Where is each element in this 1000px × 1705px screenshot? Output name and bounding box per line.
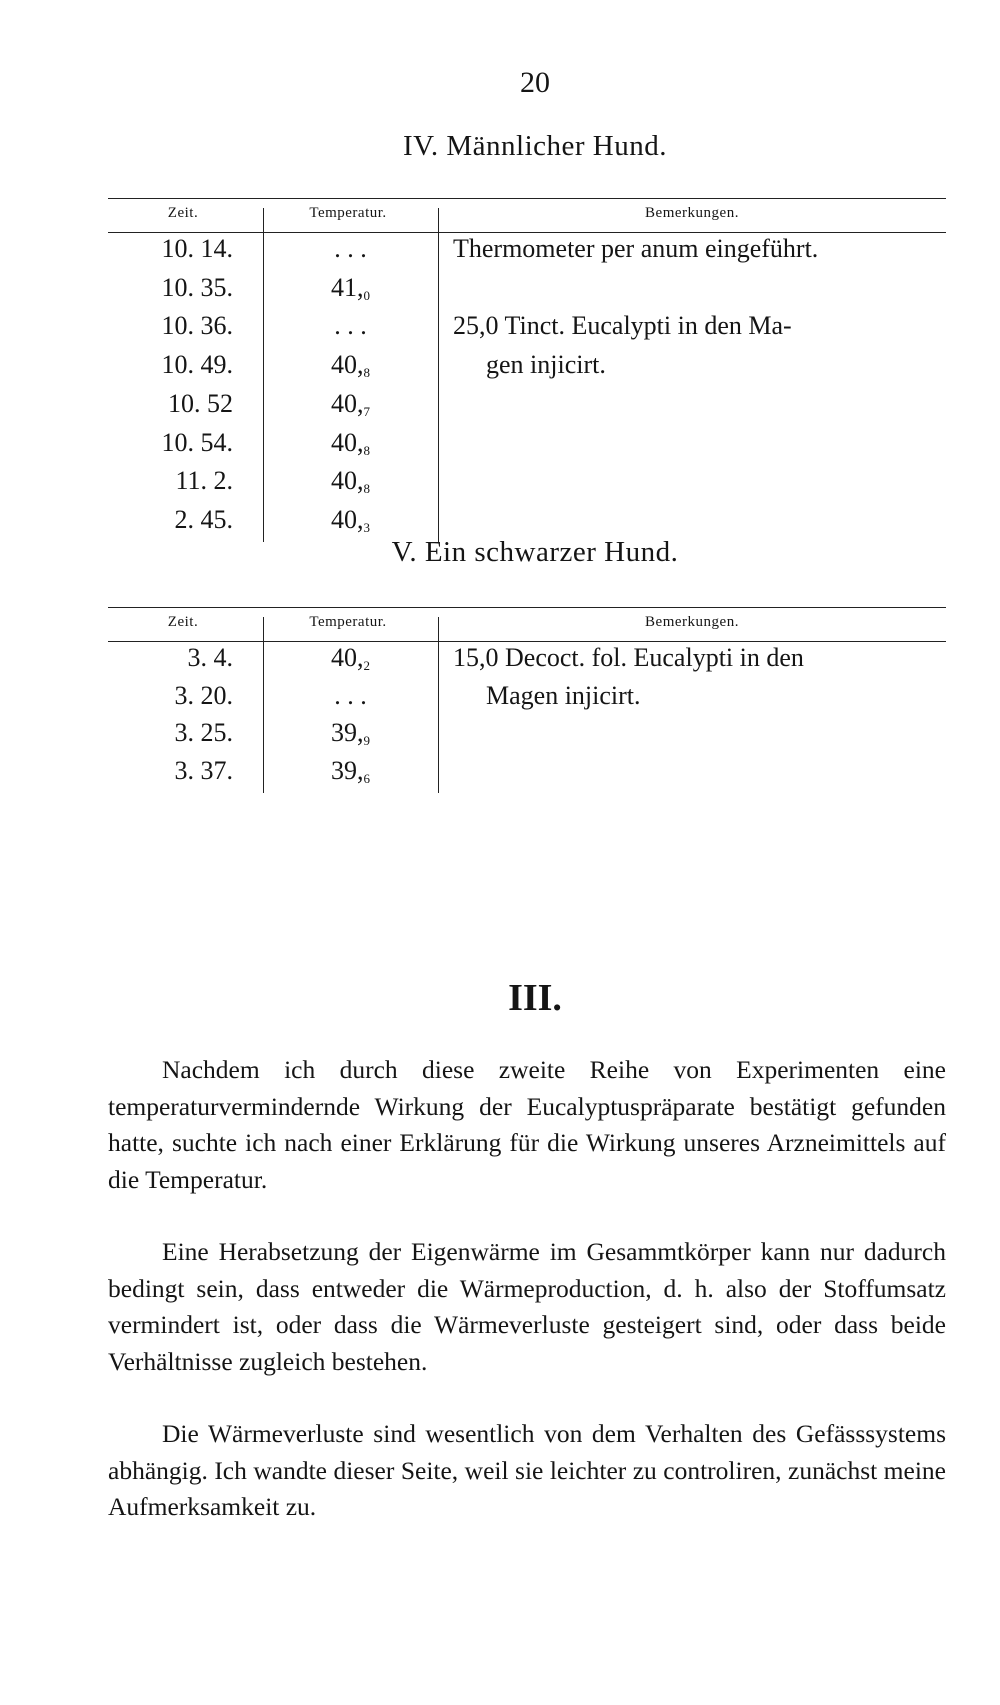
time-cell: 11. 2. <box>175 466 233 496</box>
time-cell: 10. 54. <box>161 427 233 457</box>
table-top-rule <box>108 198 946 199</box>
header-remarks: Bemerkungen. <box>645 614 739 630</box>
time-cell: 10. 36. <box>161 311 233 341</box>
table-v <box>108 607 946 837</box>
temperature-cell <box>268 716 433 758</box>
paragraph-1 <box>108 1052 946 1198</box>
column-divider <box>438 617 439 793</box>
temperature-decimal: 3 <box>363 519 370 535</box>
column-divider <box>263 208 264 542</box>
paragraph-3-text: Die Wärmeverluste sind wesentlich von dem Verhalten des Gefässsystems abhängig. Ich wandte dieser Seite, weil sie leichter zu controliren, zunächst meine Aufmerksamkeit zu. <box>108 1419 946 1521</box>
temperature-cell <box>268 464 433 506</box>
time-cell: 10. 14. <box>161 234 233 263</box>
temperature-cell <box>268 754 433 796</box>
header-temperature: Temperatur. <box>309 614 387 630</box>
temperature-decimal: 8 <box>363 481 370 497</box>
temperature-decimal: 8 <box>363 442 370 458</box>
remark-cell: 25,0 Tinct. Eucalypti in den Ma- <box>453 311 792 341</box>
header-time: Zeit. <box>167 205 199 221</box>
temperature-cell <box>268 348 433 390</box>
temperature-value: . . . <box>334 680 367 710</box>
time-cell: 3. 4. <box>187 643 233 672</box>
temperature-value: 39, <box>331 718 364 747</box>
table-top-rule <box>108 607 946 608</box>
temperature-decimal: 6 <box>363 770 370 786</box>
time-cell: 3. 37. <box>174 755 233 785</box>
temperature-value: 40, <box>331 388 364 418</box>
temperature-cell <box>268 271 433 313</box>
time-cell: 3. 25. <box>174 718 233 747</box>
temperature-value: . . . <box>334 234 367 263</box>
remark-cell: gen injicirt. <box>486 350 606 380</box>
temperature-cell <box>268 309 433 343</box>
paragraph-2-text: Eine Herabsetzung der Eigenwärme im Gesammtkörper kann nur dadurch bedingt sein, dass entweder die Wärmeproduction, d. h. also der Stoffumsatz vermindert ist, oder dass die Wärmeverluste gesteigert sind, oder dass beide Verhältnisse zugleich bestehen. <box>108 1237 946 1376</box>
temperature-value: 40, <box>331 466 364 496</box>
remark-cell: Thermometer per anum eingeführt. <box>453 234 819 263</box>
temperature-decimal: 9 <box>363 733 370 748</box>
header-time: Zeit. <box>167 614 199 630</box>
header-temperature: Temperatur. <box>309 205 387 221</box>
time-cell: 3. 20. <box>174 680 233 710</box>
remark-cell: Magen injicirt. <box>486 680 641 710</box>
column-divider <box>438 208 439 542</box>
temperature-cell <box>268 426 433 468</box>
temperature-value: 41, <box>331 272 364 302</box>
time-cell: 10. 52 <box>168 388 233 418</box>
paragraph-1-text: Nachdem ich durch diese zweite Reihe von Experimenten eine temperaturvermindernde Wirkung der Eucalyptuspräparate bestätigt gefunden hatte, suchte ich nach einer Erklärung für die Wirkung unseres Arzneimittels auf die Temperatur. <box>108 1055 946 1194</box>
temperature-value: 39, <box>331 755 364 785</box>
section-heading: III. <box>508 977 562 1019</box>
table-v-title: V. Ein schwarzer Hund. <box>391 536 679 568</box>
temperature-cell <box>268 679 433 713</box>
table-iv-title: IV. Männlicher Hund. <box>403 130 667 162</box>
paragraph-2 <box>108 1234 946 1380</box>
column-divider <box>263 617 264 793</box>
temperature-cell <box>268 387 433 429</box>
table-iv <box>108 198 946 548</box>
temperature-cell <box>268 641 433 683</box>
temperature-value: 40, <box>331 504 364 534</box>
time-cell: 10. 35. <box>161 272 233 302</box>
temperature-cell <box>268 232 433 266</box>
temperature-value: 40, <box>331 350 364 380</box>
temperature-decimal: 0 <box>363 287 370 303</box>
temperature-decimal: 8 <box>363 365 370 381</box>
paragraph-3 <box>108 1416 946 1526</box>
temperature-decimal: 7 <box>363 403 370 419</box>
header-remarks: Bemerkungen. <box>645 205 739 221</box>
page-number: 20 <box>520 66 550 99</box>
temperature-decimal: 2 <box>363 658 370 673</box>
temperature-value: . . . <box>334 311 367 341</box>
time-cell: 2. 45. <box>174 504 233 534</box>
remark-cell: 15,0 Decoct. fol. Eucalypti in den <box>453 643 804 672</box>
time-cell: 10. 49. <box>161 350 233 380</box>
temperature-value: 40, <box>331 427 364 457</box>
temperature-value: 40, <box>331 643 364 672</box>
